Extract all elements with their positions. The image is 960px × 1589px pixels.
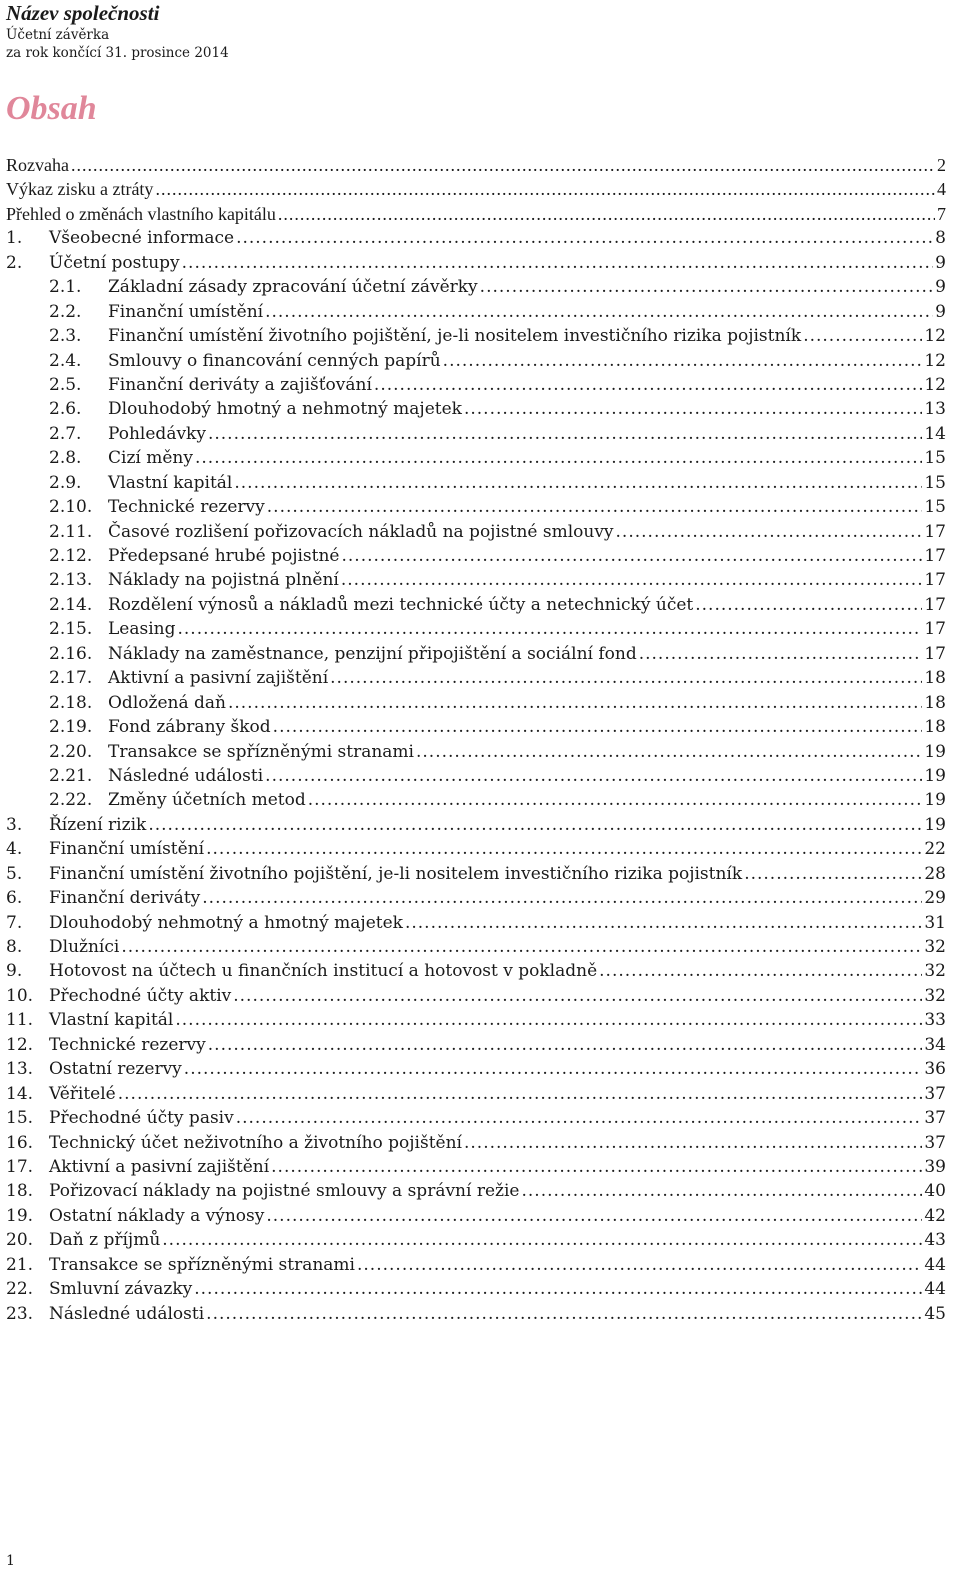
- toc-entry-title: Technické rezervy: [108, 497, 265, 518]
- toc-entry-number: 5.: [6, 863, 23, 884]
- toc-entry-page: 17: [924, 594, 946, 615]
- toc-entry[interactable]: [6, 520, 946, 544]
- toc-dot-leader: [234, 471, 922, 495]
- toc-entry-title: Předepsané hrubé pojistné: [108, 546, 340, 566]
- toc-entry-number: 9.: [6, 961, 23, 982]
- toc-entry-title: Aktivní a pasivní zajištění: [108, 668, 329, 689]
- toc-entry-title: Finanční umístění životního pojištění, je-li nositelem investičního rizika pojistník: [49, 863, 743, 884]
- toc-dot-leader: [357, 1253, 922, 1277]
- toc-dot-leader: [162, 1228, 922, 1252]
- toc-entry-title: Dlouhodobý nehmotný a hmotný majetek: [49, 912, 403, 933]
- toc-dot-leader: [182, 251, 934, 275]
- toc-entry-number: 11.: [6, 1010, 34, 1031]
- toc-entry-page: 7: [937, 203, 946, 224]
- toc-entry-number: 2.3.: [49, 326, 82, 347]
- toc-dot-leader: [267, 495, 923, 519]
- toc-entry-page: 17: [924, 619, 946, 640]
- toc-entry-number: 2.22.: [49, 790, 93, 811]
- toc-dot-leader: [443, 349, 923, 373]
- toc-entry-page: 19: [924, 790, 946, 811]
- toc-dot-leader: [194, 1277, 922, 1301]
- toc-dot-leader: [273, 715, 923, 739]
- toc-entry-number: 10.: [6, 985, 34, 1006]
- toc-entry[interactable]: [6, 349, 946, 373]
- toc-entry-title: Technické rezervy: [49, 1034, 206, 1055]
- toc-entry-title: Následné události: [108, 765, 264, 786]
- toc-dot-leader: [236, 226, 933, 250]
- toc-dot-leader: [265, 764, 922, 788]
- toc-entry-number: 2.12.: [49, 546, 93, 566]
- toc-entry-number: 17.: [6, 1156, 34, 1177]
- toc-entry-title: Věřitelé: [49, 1083, 116, 1104]
- toc-entry-title: Dlouhodobý hmotný a nehmotný majetek: [108, 399, 462, 420]
- toc-dot-leader: [265, 300, 933, 324]
- toc-entry-number: 2.8.: [49, 448, 82, 469]
- toc-entry[interactable]: [6, 1082, 946, 1106]
- toc-entry-title: Transakce se spřízněnými stranami: [108, 741, 414, 762]
- toc-entry[interactable]: [6, 275, 946, 299]
- toc-entry-page: 18: [924, 717, 946, 738]
- toc-entry-title: Finanční umístění životního pojištění, je-li nositelem investičního rizika pojistník: [108, 326, 802, 347]
- toc-entry[interactable]: [6, 226, 946, 250]
- toc-entry-page: 42: [924, 1205, 946, 1226]
- toc-entry[interactable]: [6, 935, 946, 959]
- toc-dot-leader: [271, 1155, 922, 1179]
- toc-entry-title: Účetní postupy: [49, 252, 180, 273]
- toc-entry-page: 32: [924, 937, 946, 957]
- toc-entry[interactable]: [6, 397, 946, 421]
- toc-entry-title: Aktivní a pasivní zajištění: [49, 1156, 270, 1177]
- toc-entry-page: 32: [924, 961, 946, 982]
- toc-entry[interactable]: [6, 666, 946, 690]
- toc-entry-page: 37: [924, 1083, 946, 1104]
- toc-entry-title: Základní zásady zpracování účetní závěrky: [108, 277, 478, 298]
- toc-entry[interactable]: [6, 568, 946, 592]
- toc-entry-page: 15: [924, 448, 946, 469]
- toc-entry-page: 2: [937, 155, 946, 175]
- toc-entry-number: 20.: [6, 1230, 34, 1251]
- toc-entry-number: 2.11.: [49, 521, 93, 542]
- toc-dot-leader: [374, 373, 922, 397]
- toc-entry-page: 44: [924, 1254, 946, 1275]
- toc-entry[interactable]: [6, 300, 946, 324]
- toc-entry-number: 12.: [6, 1034, 34, 1055]
- toc-entry[interactable]: [6, 446, 946, 470]
- toc-entry-title: Smlouvy o financování cenných papírů: [108, 350, 441, 371]
- toc-entry-title: Daň z příjmů: [49, 1230, 161, 1251]
- toc-entry[interactable]: [6, 593, 946, 617]
- table-of-contents: [6, 153, 946, 1326]
- toc-entry-title: Vlastní kapitál: [108, 472, 233, 493]
- toc-entry-number: 23.: [6, 1303, 34, 1324]
- toc-entry-number: 2.2.: [49, 301, 82, 322]
- toc-entry[interactable]: [6, 251, 946, 275]
- toc-dot-leader: [480, 275, 934, 299]
- toc-entry-number: 16.: [6, 1132, 34, 1153]
- toc-entry-page: 34: [924, 1034, 946, 1055]
- toc-entry-page: 19: [924, 765, 946, 786]
- toc-entry[interactable]: [6, 984, 946, 1008]
- toc-dot-leader: [228, 691, 922, 715]
- toc-dot-leader: [639, 642, 923, 666]
- toc-entry-title: Vlastní kapitál: [49, 1010, 174, 1031]
- toc-entry-title: Technický účet neživotního a životního pojištění: [49, 1132, 462, 1153]
- toc-dot-leader: [195, 446, 922, 470]
- toc-entry[interactable]: [6, 177, 946, 201]
- toc-entry[interactable]: [6, 1033, 946, 1057]
- toc-entry[interactable]: [6, 1277, 946, 1301]
- toc-dot-leader: [744, 862, 922, 886]
- toc-entry-title: Přechodné účty aktiv: [49, 985, 232, 1006]
- toc-entry-page: 39: [924, 1156, 946, 1177]
- toc-entry-number: 2.10.: [49, 497, 93, 518]
- toc-entry-page: 15: [924, 472, 946, 493]
- toc-entry-number: 2.18.: [49, 692, 93, 713]
- toc-entry-page: 4: [937, 179, 946, 200]
- toc-entry[interactable]: [6, 471, 946, 495]
- toc-entry[interactable]: [6, 1204, 946, 1228]
- toc-entry-title: Ostatní náklady a výnosy: [49, 1205, 265, 1226]
- toc-dot-leader: [175, 1008, 922, 1032]
- toc-entry-page: 13: [924, 399, 946, 420]
- toc-entry[interactable]: [6, 691, 946, 715]
- toc-entry-number: 15.: [6, 1108, 34, 1129]
- toc-entry-number: 4.: [6, 839, 23, 860]
- toc-entry[interactable]: [6, 544, 946, 568]
- toc-entry-title: Odložená daň: [108, 692, 226, 713]
- toc-dot-leader: [118, 1082, 923, 1106]
- toc-entry-number: 2.20.: [49, 741, 93, 762]
- toc-entry-number: 2.6.: [49, 399, 82, 420]
- toc-entry-title: Rozvaha: [6, 155, 69, 175]
- toc-entry[interactable]: [6, 495, 946, 519]
- toc-entry-number: 13.: [6, 1059, 34, 1080]
- toc-dot-leader: [330, 666, 922, 690]
- toc-dot-leader: [599, 959, 922, 983]
- toc-entry-title: Finanční deriváty a zajišťování: [108, 374, 372, 395]
- toc-dot-leader: [236, 1106, 923, 1130]
- toc-entry-page: 19: [924, 814, 946, 835]
- toc-entry-title: Transakce se spřízněnými stranami: [49, 1254, 355, 1275]
- toc-entry-page: 36: [924, 1059, 946, 1080]
- toc-entry[interactable]: [6, 911, 946, 935]
- toc-entry-page: 18: [924, 692, 946, 713]
- toc-entry-number: 2.17.: [49, 668, 93, 689]
- toc-entry-page: 28: [924, 863, 946, 884]
- toc-entry-page: 17: [924, 546, 946, 566]
- toc-entry-number: 6.: [6, 888, 23, 909]
- toc-entry[interactable]: [6, 422, 946, 446]
- toc-entry-page: 9: [935, 252, 946, 273]
- toc-entry-page: 8: [935, 228, 946, 249]
- toc-entry[interactable]: [6, 1155, 946, 1179]
- toc-entry-title: Všeobecné informace: [49, 228, 235, 249]
- toc-entry[interactable]: [6, 202, 946, 226]
- toc-entry-page: 44: [924, 1279, 946, 1300]
- toc-entry-number: 2.5.: [49, 374, 82, 395]
- toc-dot-leader: [522, 1179, 923, 1203]
- toc-entry-title: Fond zábrany škod: [108, 717, 271, 738]
- toc-entry-number: 2.4.: [49, 350, 82, 371]
- toc-entry[interactable]: [6, 1228, 946, 1252]
- toc-dot-leader: [341, 544, 922, 568]
- toc-entry-number: 2.1.: [49, 277, 82, 298]
- toc-entry-title: Dlužníci: [49, 937, 120, 957]
- toc-entry[interactable]: [6, 1179, 946, 1203]
- toc-dot-leader: [695, 593, 922, 617]
- toc-entry-title: Ostatní rezervy: [49, 1059, 182, 1080]
- toc-dot-leader: [155, 177, 935, 201]
- toc-entry[interactable]: [6, 324, 946, 348]
- toc-dot-leader: [803, 324, 922, 348]
- toc-entry-page: 9: [935, 277, 946, 298]
- toc-entry-page: 12: [924, 350, 946, 371]
- toc-dot-leader: [177, 617, 922, 641]
- toc-entry-page: 33: [924, 1010, 946, 1031]
- toc-dot-leader: [148, 813, 922, 837]
- toc-entry-title: Pohledávky: [108, 423, 206, 444]
- toc-entry[interactable]: [6, 1106, 946, 1130]
- toc-dot-leader: [464, 1131, 922, 1155]
- toc-entry[interactable]: [6, 862, 946, 886]
- toc-entry[interactable]: [6, 617, 946, 641]
- toc-entry-number: 18.: [6, 1181, 34, 1202]
- toc-entry[interactable]: [6, 715, 946, 739]
- toc-entry-page: 12: [924, 326, 946, 347]
- toc-entry-number: 21.: [6, 1254, 34, 1275]
- company-name: Název společnosti: [6, 1, 160, 25]
- toc-entry[interactable]: [6, 1057, 946, 1081]
- toc-entry-number: 14.: [6, 1083, 34, 1104]
- toc-entry[interactable]: [6, 813, 946, 837]
- toc-entry[interactable]: [6, 1253, 946, 1277]
- toc-entry[interactable]: [6, 837, 946, 861]
- toc-entry-number: 2.14.: [49, 594, 93, 615]
- toc-entry-page: 17: [924, 643, 946, 664]
- toc-entry-title: Finanční deriváty: [49, 888, 201, 909]
- toc-dot-leader: [416, 740, 922, 764]
- toc-entry-title: Finanční umístění: [49, 839, 205, 860]
- toc-dot-leader: [405, 911, 922, 935]
- toc-entry-page: 12: [924, 374, 946, 395]
- toc-entry-title: Leasing: [108, 619, 176, 640]
- reporting-period: za rok končící 31. prosince 2014: [6, 45, 229, 61]
- toc-entry-page: 19: [924, 741, 946, 762]
- toc-dot-leader: [184, 1057, 923, 1081]
- toc-entry-number: 2.19.: [49, 717, 93, 738]
- toc-entry-page: 32: [924, 985, 946, 1006]
- toc-entry-number: 2.13.: [49, 570, 93, 591]
- toc-entry-number: 2.16.: [49, 643, 93, 664]
- toc-entry-number: 8.: [6, 937, 23, 957]
- toc-dot-leader: [208, 422, 922, 446]
- toc-entry-page: 17: [924, 570, 946, 591]
- toc-entry-number: 3.: [6, 814, 23, 835]
- toc-entry[interactable]: [6, 1302, 946, 1326]
- toc-entry[interactable]: [6, 373, 946, 397]
- toc-entry-page: 14: [924, 423, 946, 444]
- toc-heading: Obsah: [6, 90, 97, 127]
- toc-dot-leader: [206, 837, 922, 861]
- toc-entry-title: Finanční umístění: [108, 301, 264, 322]
- toc-entry-number: 1.: [6, 228, 23, 249]
- toc-entry-title: Náklady na zaměstnance, penzijní připojištění a sociální fond: [108, 643, 637, 664]
- toc-entry-page: 29: [924, 888, 946, 909]
- toc-entry-title: Řízení rizik: [49, 814, 147, 835]
- toc-entry-number: 2.7.: [49, 423, 82, 444]
- toc-dot-leader: [206, 1302, 922, 1326]
- toc-entry-page: 22: [924, 839, 946, 860]
- toc-entry[interactable]: [6, 1131, 946, 1155]
- toc-entry-page: 37: [924, 1132, 946, 1153]
- toc-entry[interactable]: [6, 764, 946, 788]
- toc-dot-leader: [278, 202, 935, 226]
- toc-entry-page: 45: [924, 1303, 946, 1324]
- document-title: Účetní závěrka: [6, 27, 110, 43]
- toc-dot-leader: [208, 1033, 923, 1057]
- toc-entry-page: 18: [924, 668, 946, 689]
- toc-entry-number: 2.: [6, 252, 23, 273]
- toc-entry[interactable]: [6, 1008, 946, 1032]
- toc-dot-leader: [341, 568, 923, 592]
- toc-entry-page: 9: [935, 301, 946, 322]
- document-header: [6, 0, 229, 62]
- toc-entry-number: 2.15.: [49, 619, 93, 640]
- toc-entry-title: Náklady na pojistná plnění: [108, 570, 339, 591]
- toc-entry-number: 2.21.: [49, 765, 93, 786]
- toc-dot-leader: [202, 886, 922, 910]
- toc-entry-title: Přechodné účty pasiv: [49, 1108, 234, 1129]
- toc-entry-page: 37: [924, 1108, 946, 1129]
- toc-entry-number: 22.: [6, 1279, 34, 1300]
- toc-entry-page: 15: [924, 497, 946, 518]
- toc-entry-number: 2.9.: [49, 472, 82, 493]
- toc-entry-title: Hotovost na účtech u finančních institucí a hotovost v pokladně: [49, 961, 598, 982]
- toc-entry[interactable]: [6, 788, 946, 812]
- toc-entry-number: 19.: [6, 1205, 34, 1226]
- toc-dot-leader: [233, 984, 922, 1008]
- page-number: 1: [6, 1553, 15, 1569]
- toc-entry-title: Následné události: [49, 1303, 205, 1324]
- toc-dot-leader: [464, 397, 922, 421]
- toc-dot-leader: [71, 153, 935, 177]
- toc-dot-leader: [616, 520, 923, 544]
- toc-entry-title: Výkaz zisku a ztráty: [6, 179, 154, 200]
- toc-entry[interactable]: [6, 642, 946, 666]
- toc-dot-leader: [308, 788, 923, 812]
- toc-entry-title: Změny účetních metod: [108, 790, 306, 811]
- toc-entry-page: 40: [924, 1181, 946, 1202]
- toc-entry-title: Smluvní závazky: [49, 1279, 193, 1300]
- toc-entry[interactable]: [6, 886, 946, 910]
- toc-entry-title: Rozdělení výnosů a nákladů mezi technické účty a netechnický účet: [108, 594, 694, 615]
- toc-entry-title: Časové rozlišení pořizovacích nákladů na pojistné smlouvy: [108, 521, 614, 542]
- toc-entry-number: 7.: [6, 912, 23, 933]
- toc-entry-page: 43: [924, 1230, 946, 1251]
- toc-entry[interactable]: [6, 959, 946, 983]
- toc-entry[interactable]: [6, 740, 946, 764]
- toc-entry[interactable]: [6, 153, 946, 177]
- toc-entry-page: 17: [924, 521, 946, 542]
- toc-entry-page: 31: [924, 912, 946, 933]
- toc-entry-title: Cizí měny: [108, 448, 193, 469]
- toc-entry-title: Pořizovací náklady na pojistné smlouvy a správní režie: [49, 1181, 520, 1202]
- toc-dot-leader: [266, 1204, 922, 1228]
- toc-entry-title: Přehled o změnách vlastního kapitálu: [6, 203, 276, 224]
- toc-dot-leader: [121, 935, 922, 959]
